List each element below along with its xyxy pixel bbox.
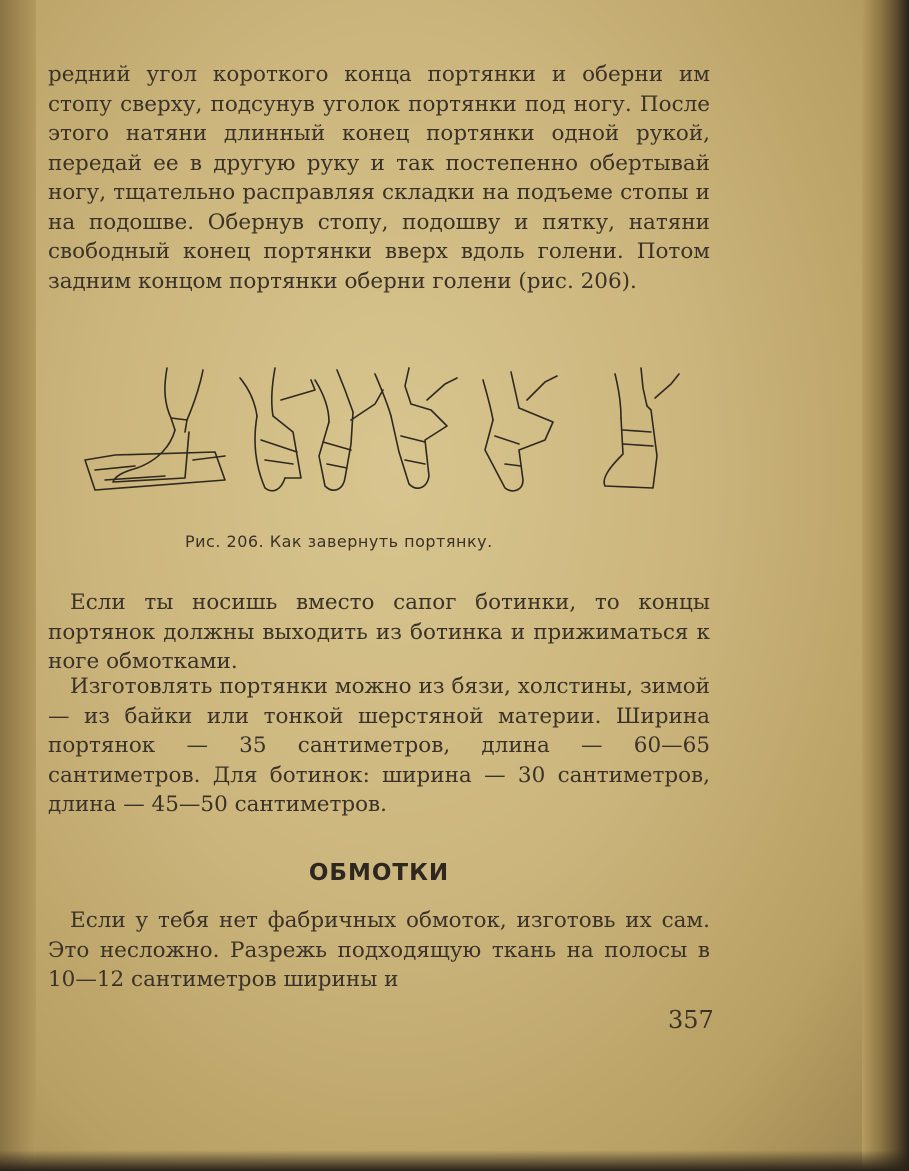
footwrap-step-4-drawing bbox=[375, 368, 457, 488]
page-number: 357 bbox=[668, 1006, 714, 1034]
footwrap-step-2-drawing bbox=[240, 368, 315, 491]
paragraph-footwrap-instructions: редний угол короткого конца портянки и оберни им стопу сверху, подсунув уголок портянки под ногу. После этого натяни длинный конец портянки одной рукой, передай ее в другую руку и так постепенно обертывай ногу, тщательно расправляя складки на подъеме стопы и на подошве. Обернув стопу, подошву и пятку, натяни свободный конец портянки вверх вдоль голени. Потом задним концом портянки оберни голени (рис. 206). bbox=[48, 62, 710, 294]
paragraph-puttees-intro: Если у тебя нет фабричных обмоток, изготовь их сам. Это несложно. Разрежь подходящую ткань на полосы в 10—12 сантиметров ширины и bbox=[48, 908, 710, 992]
footwrap-step-1-drawing bbox=[85, 368, 225, 490]
footwrap-step-6-drawing bbox=[604, 368, 679, 488]
footwrap-step-3-drawing bbox=[315, 370, 383, 490]
footwrap-step-5-drawing bbox=[483, 372, 557, 491]
footwrap-illustration bbox=[75, 360, 705, 505]
paragraph-boots-note: Если ты носишь вместо сапог ботинки, то концы портянок должны выходить из ботинка и прижиматься к ноге обмотками. bbox=[48, 590, 710, 674]
paragraph-footwrap-materials: Изготовлять портянки можно из бязи, холстины, зимой — из байки или тонкой шерстяной материи. Ширина портянок — 35 сантиметров, длина — 60—65 сантиметров. Для ботинок: ширина — 30 сантиметров, длина — 45—50 сантиметров. bbox=[48, 674, 710, 817]
figure-caption: Рис. 206. Как завернуть портянку. bbox=[185, 532, 493, 551]
book-spine-shadow bbox=[0, 0, 36, 1171]
page-stack-edge bbox=[862, 0, 909, 1171]
section-heading: ОБМОТКИ bbox=[308, 860, 450, 886]
bottom-shadow bbox=[0, 1150, 909, 1171]
